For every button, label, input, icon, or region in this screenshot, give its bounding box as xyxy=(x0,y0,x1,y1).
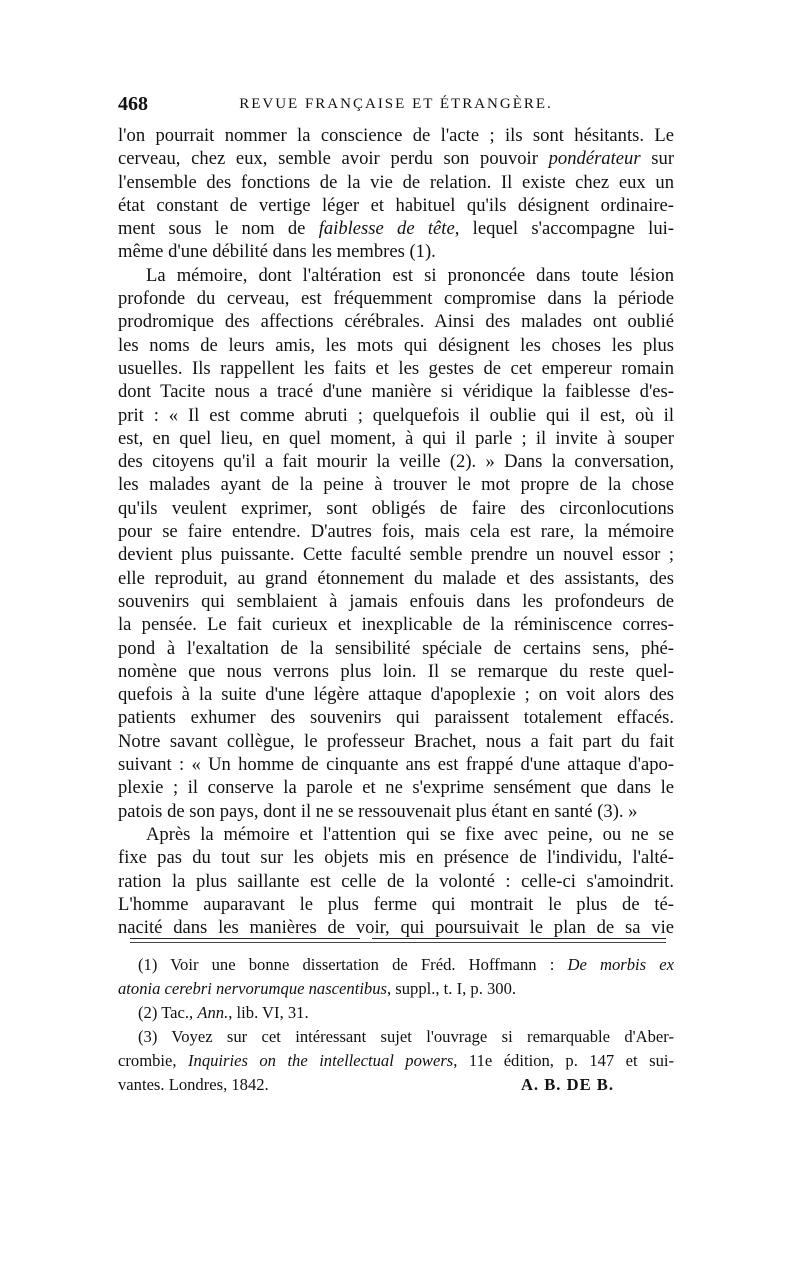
text-line: souvenirs qui semblaient à jamais enfouis dans les profondeurs de xyxy=(118,590,674,612)
author-signature: A. B. DE B. xyxy=(520,1075,614,1094)
text-line: plexie ; il conserve la parole et ne s'exprime sensément que dans le xyxy=(118,777,674,799)
running-title: REVUE FRANÇAISE ET ÉTRANGÈRE. xyxy=(239,96,553,112)
footnote-line-text: vantes. Londres, 1842. xyxy=(118,1075,269,1094)
text-line: qu'ils veulent exprimer, sont obligés de faire des circonlocutions xyxy=(118,497,674,519)
text-line: l'on pourrait nommer la conscience de l'acte ; ils sont hésitants. Le xyxy=(118,125,674,146)
footnote-line: (2) Tac., Ann., lib. VI, 31. xyxy=(138,1003,309,1022)
text-line: usuelles. Ils rappellent les faits et les gestes de cet empereur romain xyxy=(118,357,674,379)
text-line: même d'une débilité dans les membres (1). xyxy=(118,241,436,263)
text-line: ration la plus saillante est celle de la volonté : celle-ci s'amoindrit. xyxy=(118,870,674,892)
footnote-rule-left xyxy=(130,938,360,939)
text-line: quefois à la suite d'une légère attaque d'apoplexie ; on voit alors des xyxy=(118,684,674,706)
text-line: L'homme auparavant le plus ferme qui montrait le plus de té- xyxy=(118,893,674,915)
text-line: des citoyens qu'il a fait mourir la veille (2). » Dans la conversation, xyxy=(118,451,674,473)
text-line: nomène que nous verrons plus loin. Il se remarque du reste quel- xyxy=(118,660,674,682)
text-line: ment sous le nom de faiblesse de tête, lequel s'accompagne lui- xyxy=(118,218,674,240)
text-line: devient plus puissante. Cette faculté semble prendre un nouvel essor ; xyxy=(118,544,674,566)
text-line: patients exhumer des souvenirs qui paraissent totalement effacés. xyxy=(118,707,674,729)
text-line: cerveau, chez eux, semble avoir perdu son pouvoir pondérateur sur xyxy=(118,148,675,170)
footnote-line: (3) Voyez sur cet intéressant sujet l'ouvrage si remarquable d'Aber- xyxy=(138,1027,674,1046)
text-line: Après la mémoire et l'attention qui se fixe avec peine, ou ne se xyxy=(146,823,674,845)
text-line: Notre savant collègue, le professeur Brachet, nous a fait part du fait xyxy=(118,730,674,752)
text-line: les malades ayant de la peine à trouver le mot propre de la chose xyxy=(118,474,674,496)
footnote-line: (1) Voir une bonne dissertation de Fréd. Hoffmann : De morbis ex xyxy=(138,955,674,974)
footnote-rule-underline xyxy=(130,942,666,943)
footnote-line: atonia cerebri nervorumque nascentibus, suppl., t. I, p. 300. xyxy=(118,979,517,998)
text-line: suivant : « Un homme de cinquante ans est frappé d'une attaque d'apo- xyxy=(118,754,674,776)
text-line: la pensée. Le fait curieux et inexplicable de la réminiscence corres- xyxy=(118,614,674,636)
text-line: fixe pas du tout sur les objets mis en présence de l'individu, l'alté- xyxy=(118,847,674,869)
text-line: l'ensemble des fonctions de la vie de relation. Il existe chez eux un xyxy=(118,171,674,193)
text-line: prodromique des affections cérébrales. Ainsi des malades ont oublié xyxy=(118,311,674,333)
text-line: prit : « Il est comme abruti ; quelquefois il oublie qui il est, où il xyxy=(118,404,674,426)
text-line: patois de son pays, dont il ne se ressouvenait plus étant en santé (3). » xyxy=(118,800,638,822)
page-header xyxy=(118,93,674,117)
page-number: 468 xyxy=(118,93,148,115)
text-line: état constant de vertige léger et habituel qu'ils désignent ordinaire- xyxy=(118,194,674,216)
text-line: pour se faire entendre. D'autres fois, mais cela est rare, la mémoire xyxy=(118,521,674,543)
body-text xyxy=(118,124,674,939)
footnote-line: crombie, Inquiries on the intellectual powers, 11e édition, p. 147 et sui- xyxy=(118,1051,675,1070)
text-line: profonde du cerveau, est fréquemment compromise dans la période xyxy=(118,288,674,310)
text-line: pond à l'exaltation de la sensibilité spéciale de certains sens, phé- xyxy=(118,637,674,659)
footnote-line xyxy=(118,1073,674,1097)
text-line: elle reproduit, au grand étonnement du malade et des assistants, des xyxy=(118,567,674,589)
text-line: La mémoire, dont l'altération est si prononcée dans toute lésion xyxy=(146,264,674,286)
footnotes xyxy=(118,953,674,1097)
footnote-rule-right xyxy=(372,938,666,939)
text-line: dont Tacite nous a tracé d'une manière si véridique la faiblesse d'es- xyxy=(118,381,674,403)
text-line: nacité dans les manières de voir, qui poursuivait le plan de sa vie xyxy=(118,917,674,939)
text-line: les noms de leurs amis, les mots qui désignent les choses les plus xyxy=(118,334,674,356)
text-line: est, en quel lieu, en quel moment, à qui il parle ; il invite à souper xyxy=(118,427,674,449)
